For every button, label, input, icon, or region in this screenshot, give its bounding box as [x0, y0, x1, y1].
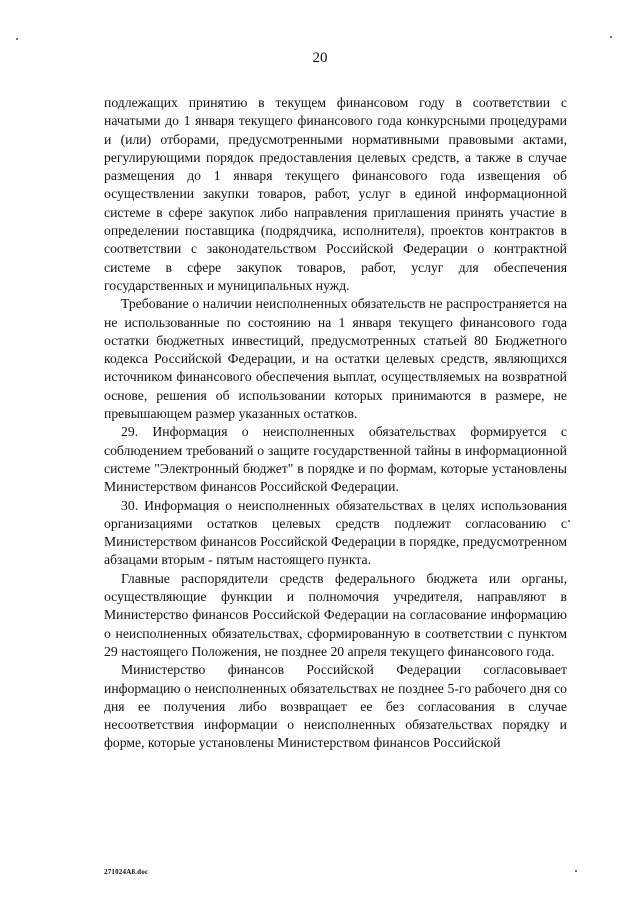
scan-speck	[610, 36, 612, 38]
paragraph-ministry-approval: Министерство финансов Российской Федерации согласовывает информацию о неисполненных обязательствах не позднее 5-го рабочего дня со дня ее получения либо возвращает ее без согласования в случае несоответствия информации о неисполненных обязательствах порядку и форме, которые установлены Министерством финансов Российской	[104, 662, 567, 751]
footer-file-code: 271024A8.doc	[104, 868, 149, 876]
paragraph-requirement: Требование о наличии неисполненных обязательств не распространяется на не использованные по состоянию на 1 января текущего финансового года остатки бюджетных инвестиций, предусмотренных статьей 80 Бюджетного кодекса Российской Федерации, и на остатки целевых средств, являющихся источником финансового обеспечения выплат, осуществляемых на возвратной основе, решения об использовании которых принимаются в размере, не превышающем размер указанных остатков.	[104, 296, 567, 422]
page-number: 20	[312, 50, 328, 66]
paragraph-29: 29. Информация о неисполненных обязательствах формируется с соблюдением требований о защите государственной тайны в информационной системе "Электронный бюджет" в порядке и по формам, которые установлены Министерством финансов Российской Федерации.	[104, 424, 567, 495]
document-body	[104, 94, 567, 753]
paragraph-continuation: подлежащих принятию в текущем финансовом году в соответствии с начатыми до 1 января текущего финансового года конкурсными процедурами и (или) отборами, предусмотренными нормативными правовыми актами, регулирующими порядок предоставления целевых средств, а также в случае размещения до 1 января текущего финансового года извещения об осуществлении закупки товаров, работ, услуг в единой информационной системе в сфере закупок либо направления приглашения принять участие в определении поставщика (подрядчика, исполнителя), проектов контрактов в соответствии с законодательством Российской Федерации о контрактной системе в сфере закупок товаров, работ, услуг для обеспечения государственных и муниципальных нужд.	[104, 95, 567, 293]
scan-speck	[16, 38, 18, 40]
paragraph-main-distributors: Главные распорядители средств федерального бюджета или органы, осуществляющие функции и полномочия учредителя, направляют в Министерство финансов Российской Федерации на согласование информацию о неисполненных обязательствах, сформированную в соответствии с пунктом 29 настоящего Положения, не позднее 20 апреля текущего финансового года.	[104, 570, 567, 659]
scan-speck	[575, 870, 577, 872]
paragraph-30: 30. Информация о неисполненных обязательствах в целях использования организациями остатков целевых средств подлежит согласованию с Министерством финансов Российской Федерации в порядке, предусмотренном абзацами вторым - пятым настоящего пункта.	[104, 497, 567, 568]
scan-speck	[568, 520, 570, 522]
